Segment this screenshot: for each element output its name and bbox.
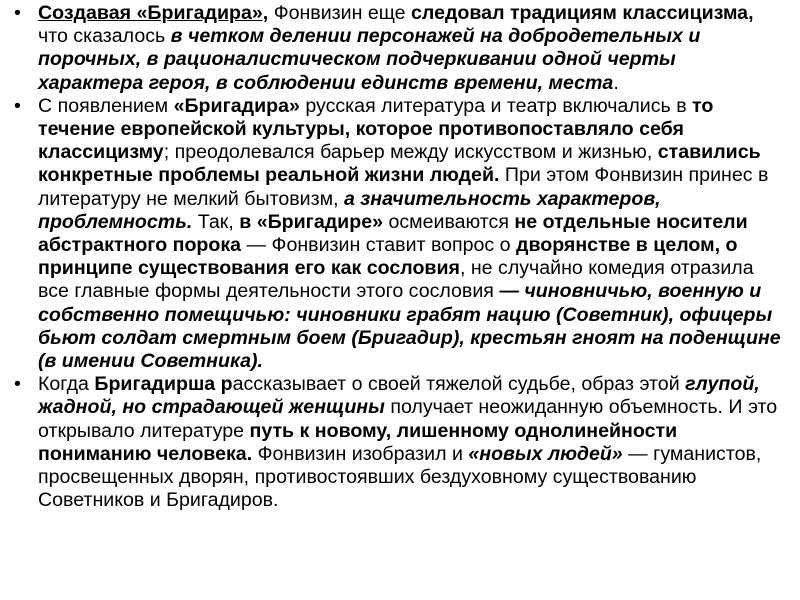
bullet-icon: • <box>14 373 21 396</box>
text-segment: путь к новому, лишенному однолинейности пониманию человека. <box>38 419 678 465</box>
text-segment: ассказывает о своей тяжелой судьбе, образ этой <box>232 373 686 396</box>
text-segment: осмеиваются <box>383 210 515 233</box>
text-segment: Бригадирша р <box>94 373 233 396</box>
text-segment: Фонвизин изобразил и <box>252 442 469 465</box>
text-segment: получает неожиданную объемность. И это открывало литературе <box>38 396 778 442</box>
text-segment: «Бригадира» <box>173 94 300 117</box>
text-segment: русская литература и театр включались в <box>299 94 693 117</box>
text-segment: то течение европейской культуры, которое противопоставляло себя классицизму <box>38 94 714 164</box>
text-segment: Когда <box>38 373 95 396</box>
text-segment: Фонвизин еще <box>268 2 411 24</box>
bullet-icon: • <box>14 2 21 24</box>
bullet-list <box>14 2 786 512</box>
text-segment: При этом Фонвизин принес в литературу не мелкий бытовизм, <box>38 164 769 210</box>
bullet-paragraph-2 <box>14 95 786 373</box>
text-segment: дворянстве в целом, о принципе существования его как сословия <box>38 234 738 280</box>
text-segment: . <box>613 71 619 94</box>
bullet-paragraph-1 <box>14 2 786 95</box>
text-segment: — гуманистов, просвещенных дворян, противостоявших бездуховному существованию Советников и Бригадиров. <box>38 442 762 512</box>
text-segment: не отдельные носители абстрактного порока <box>38 210 748 257</box>
bullet-icon: • <box>14 94 21 117</box>
text-segment: ставились конкретные проблемы реальной жизни людей. <box>38 141 761 187</box>
text-segment: Создавая «Бригадира», <box>38 2 269 24</box>
text-segment: , не случайно комедия отразила все главные формы деятельности этого сословия <box>38 257 754 303</box>
text-segment: что сказалось <box>38 25 171 48</box>
text-segment: в четком делении персонажей на добродетельных и порочных, в рационалистическом подчеркивании одной черты характера героя, в соблюдении единств времени, места <box>38 25 701 94</box>
text-segment: в «Бригадире» <box>239 210 383 233</box>
text-segment: глупой, жадной, но страдающей женщины <box>38 373 760 419</box>
text-segment: а значительность характеров, проблемность. <box>38 187 661 233</box>
text-segment: — чиновничью, военную и собственно помещичью: чиновники грабят нацию (Советник), офицеры бьют солдат смертным боем (Бригадир), крестьян гноят на поденщине (в имении Советника). <box>38 280 781 373</box>
text-segment: «новых людей» <box>468 442 623 465</box>
bullet-paragraph-3 <box>14 373 786 512</box>
text-segment: — Фонвизин ставит вопрос о <box>241 234 517 257</box>
text-segment: Так, <box>192 210 240 233</box>
text-segment: ; преодолевался барьер между искусством и жизнью, <box>163 141 658 164</box>
text-segment: следовал традициям классицизма, <box>411 2 754 24</box>
text-segment: С появлением <box>38 94 174 117</box>
